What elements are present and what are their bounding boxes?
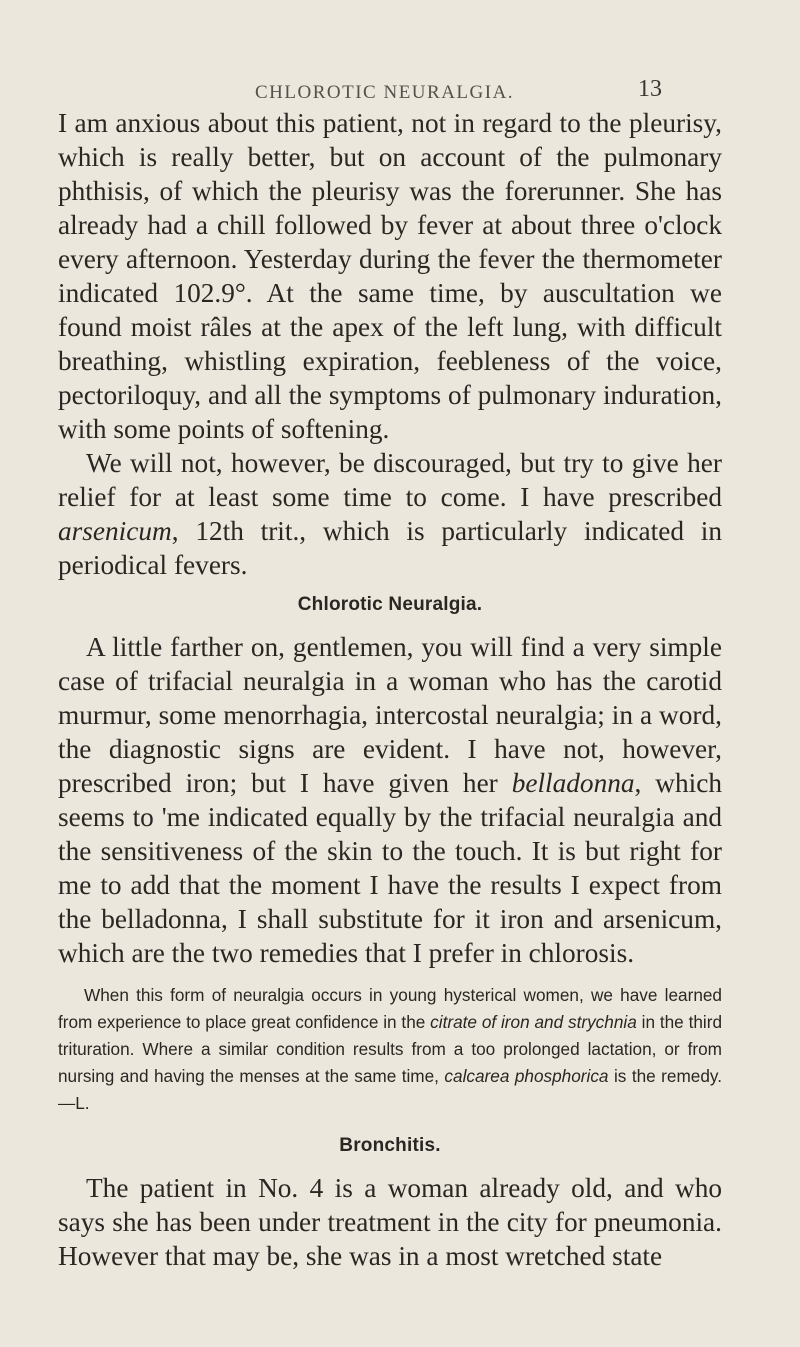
remedy-belladonna: belladonna <box>511 768 635 798</box>
paragraph-arsenicum <box>58 446 722 582</box>
paragraph-neuralgia-before: A little farther on, gentlemen, you will find a very simple case of trifacial neuralgia in a woman who has the carotid murmur, some menorrhagia, intercostal neuralgia; in a word, the diagnostic signs are evident. I have not, however, prescribed iron; but I have given her <box>58 632 722 798</box>
section-heading-bronchitis: Bronchitis. <box>339 1135 441 1156</box>
remedy-arsenicum: arsenicum <box>58 516 172 546</box>
editor-note <box>58 982 722 1117</box>
paragraph-bronchitis-text: The patient in No. 4 is a woman already old, and who says she has been under treatment in the city for pneumonia. However that may be, she was in a most wretched state <box>58 1173 722 1271</box>
paragraph-pleurisy-text: I am anxious about this patient, not in regard to the pleurisy, which is really better, but on account of the pulmonary phthisis, of which the pleurisy was the forerunner. She has already had a chill followed by fever at about three o'clock every afternoon. Yesterday during the fever the thermometer indicated 102.9°. At the same time, by auscultation we found moist râles at the apex of the left lung, with difficult breathing, whistling expiration, feebleness of the voice, pectoriloquy, and all the symptoms of pulmonary induration, with some points of softening. <box>58 108 722 444</box>
section-heading-chlorotic-neuralgia: Chlorotic Neuralgia. <box>297 594 483 615</box>
paragraph-bronchitis <box>58 1171 722 1273</box>
remedy-citrate-iron-strychnia: citrate of iron and strychnia <box>430 1012 637 1032</box>
paragraph-arsenicum-after: , 12th trit., which is particularly indicated in periodical fevers. <box>58 516 722 580</box>
note-part3: is the remedy.—L. <box>58 1066 722 1113</box>
paragraph-pleurisy <box>58 106 722 446</box>
body-text <box>58 106 722 1273</box>
running-head: CHLOROTIC NEURALGIA. <box>255 82 515 103</box>
note-part1: When this form of neuralgia occurs in young hysterical women, we have learned from experience to place great confidence in the <box>58 985 722 1032</box>
remedy-calcarea-phosphorica: calcarea phosphorica <box>444 1066 609 1086</box>
page-number: 13 <box>638 76 662 102</box>
paragraph-arsenicum-before: We will not, however, be discouraged, but try to give her relief for at least some time to come. I have prescribed <box>58 448 722 512</box>
paragraph-neuralgia <box>58 630 722 970</box>
paragraph-neuralgia-after: , which seems to 'me indicated equally by the trifacial neuralgia and the sensitiveness of the skin to the touch. It is but right for me to add that the moment I have the results I expect from the belladonna, I shall substitute for it iron and arsenicum, which are the two remedies that I prefer in chlorosis. <box>58 768 722 968</box>
note-part2: in the third trituration. Where a similar condition results from a too prolonged lactation, or from nursing and having the menses at the same time, <box>58 1012 722 1086</box>
